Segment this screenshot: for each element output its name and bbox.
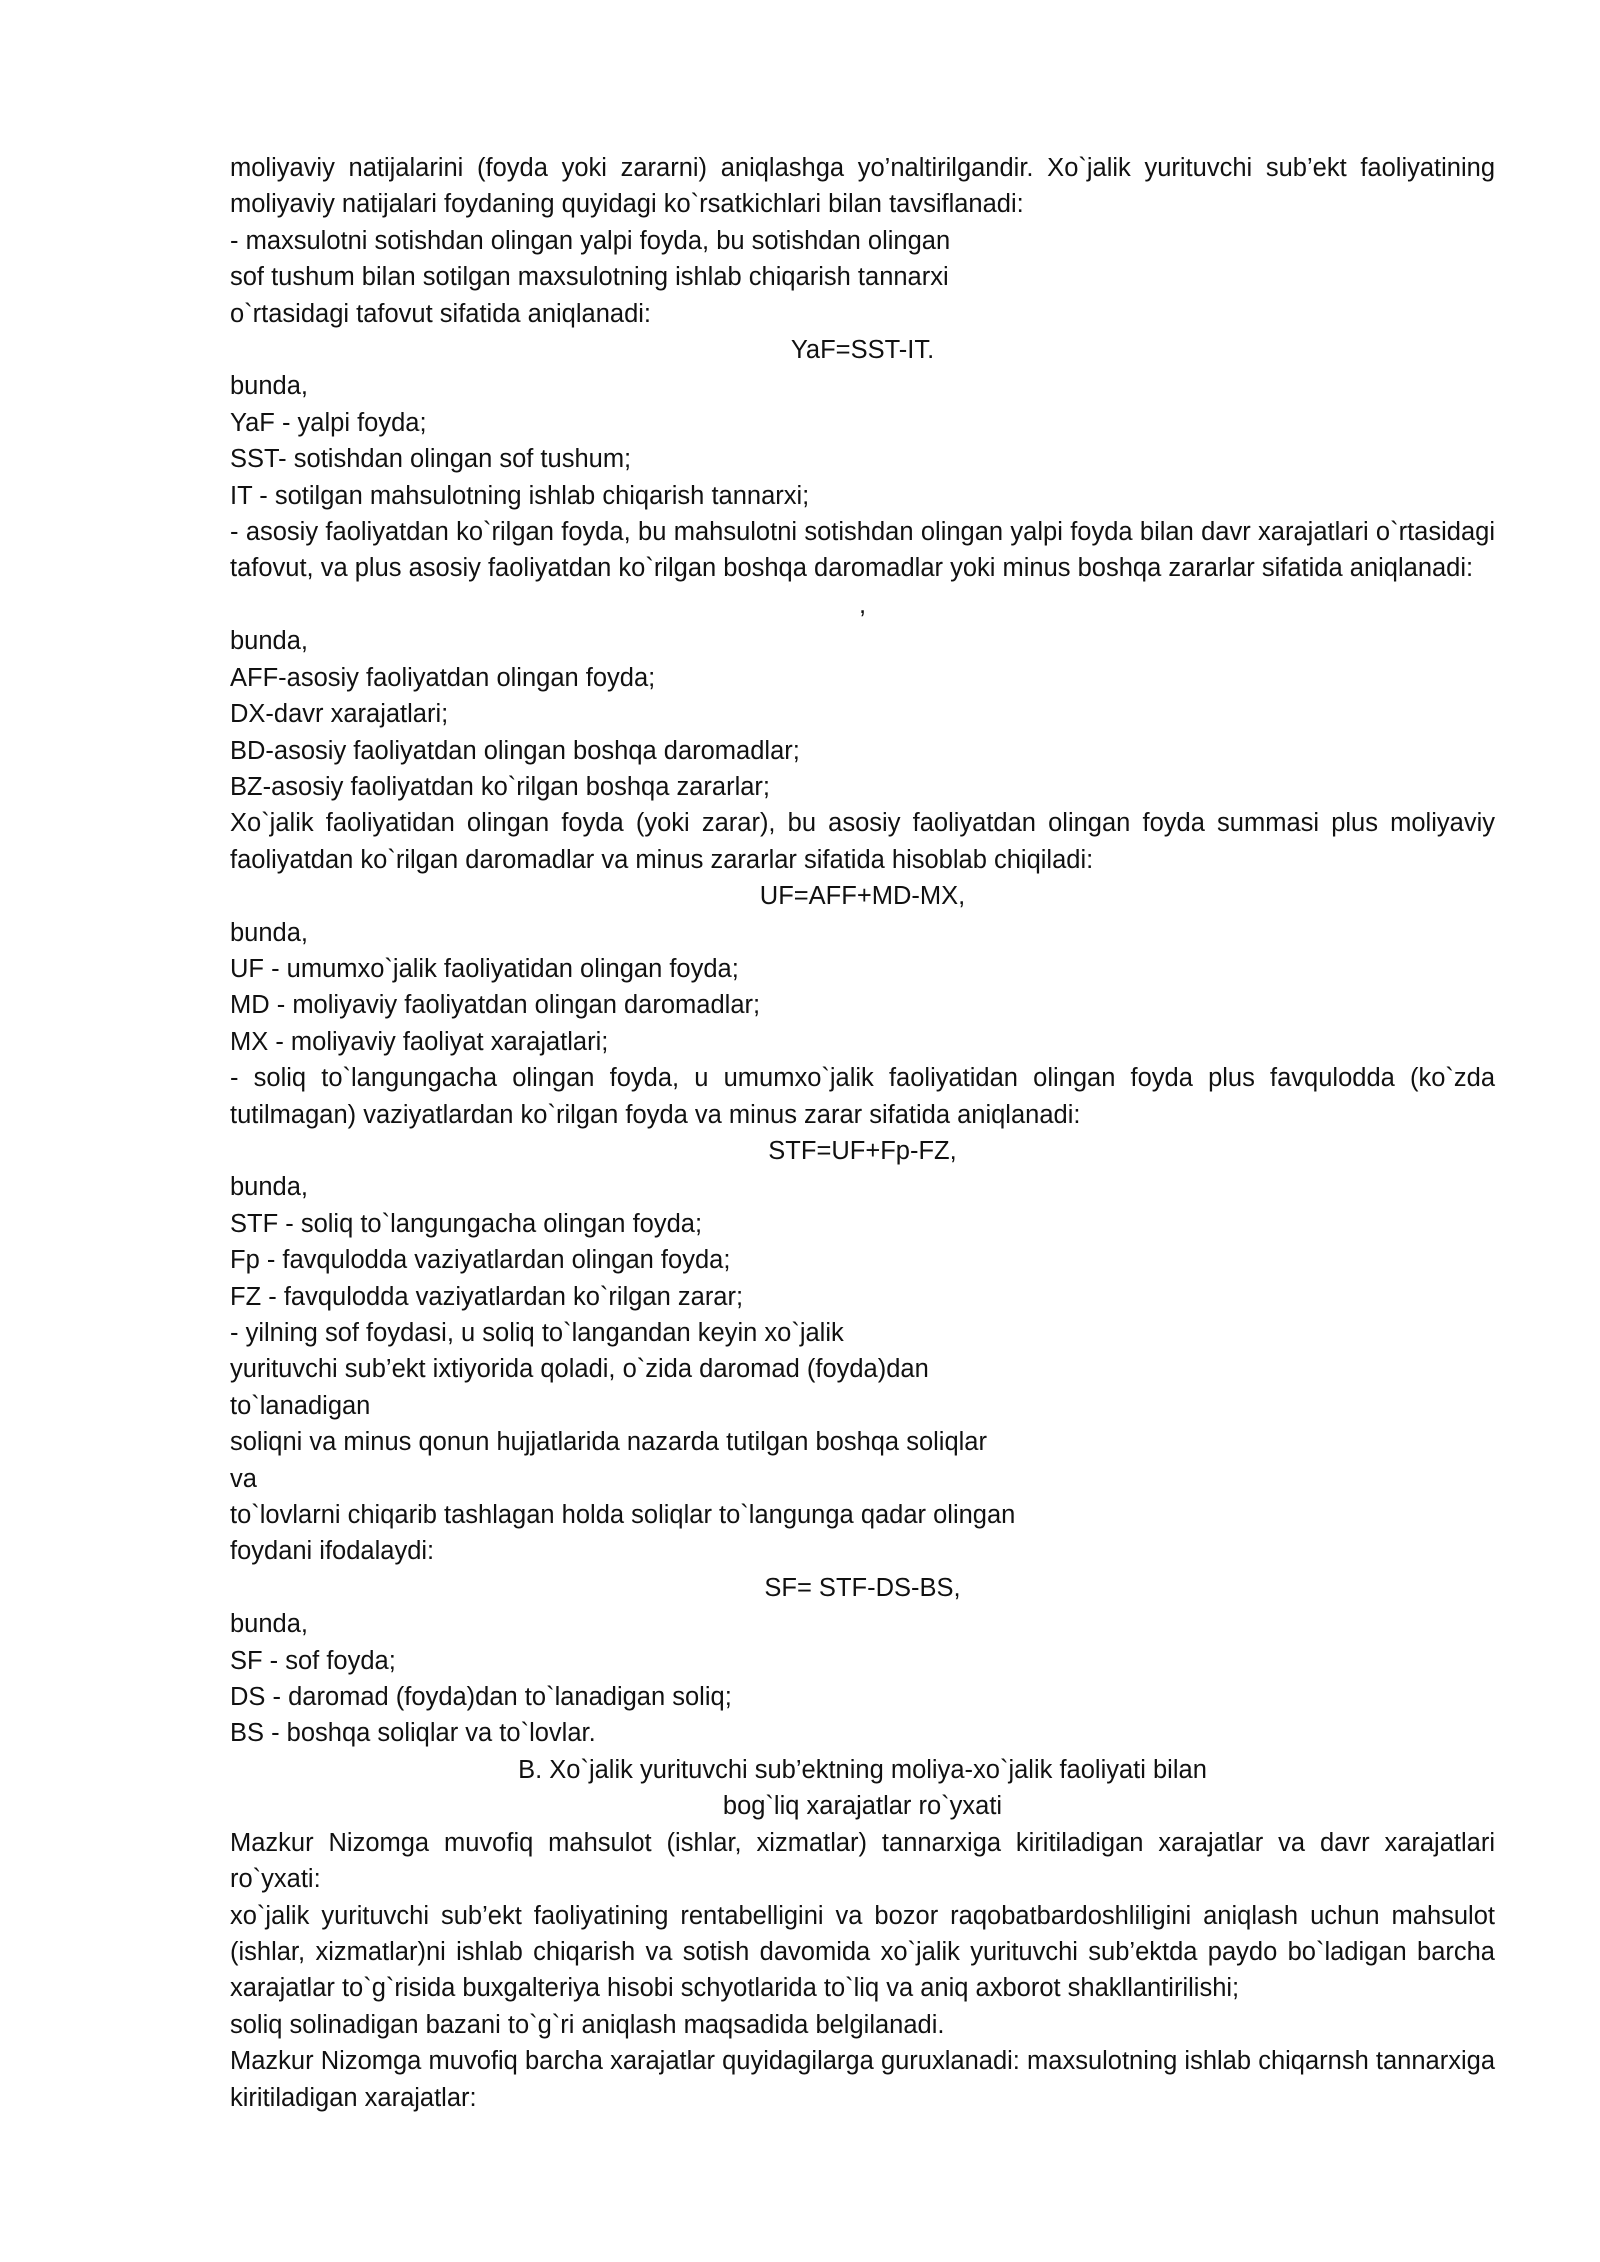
text-line: bunda, <box>230 1610 308 1639</box>
paragraph-expense-groups: Mazkur Nizomga muvofiq barcha xarajatlar quyidagilarga guruxlanadi: maxsulotning ishlab chiqarnsh tannarxiga kiritiladigan xarajatlar: <box>230 2047 1495 2112</box>
definition-line: MX - moliyaviy faoliyat xarajatlari; <box>230 1027 609 1056</box>
paragraph-intro: moliyaviy natijalarini (foyda yoki zararni) aniqlashga yo’naltirilgandir. Xo`jalik yurituvchi sub’ekt faoliyatining moliyaviy natijalari foydaning quyidagi ko`rsatkichlari bilan tavsiflanadi: <box>230 154 1495 219</box>
text-line: bunda, <box>230 1173 308 1202</box>
section-heading: bog`liq xarajatlar ro`yxati <box>722 1792 1003 1821</box>
section-heading: B. Xo`jalik yurituvchi sub’ektning moliya-xo`jalik faoliyati bilan <box>518 1755 1207 1784</box>
text-line: foydani ifodalaydi: <box>230 1537 435 1566</box>
text-line: sof tushum bilan sotilgan maxsulotning ishlab chiqarish tannarxi <box>230 263 949 292</box>
text-line: o`rtasidagi tafovut sifatida aniqlanadi: <box>230 299 652 328</box>
definition-line: BD-asosiy faoliyatdan olingan boshqa daromadlar; <box>230 736 800 765</box>
formula-gross-profit: YaF=SST-IT. <box>790 336 935 365</box>
definition-line: IT - sotilgan mahsulotning ishlab chiqarish tannarxi; <box>230 481 810 510</box>
formula-placeholder: , <box>858 590 867 619</box>
formula-pretax-profit: STF=UF+Fp-FZ, <box>768 1136 957 1165</box>
definition-line: BZ-asosiy faoliyatdan ko`rilgan boshqa zararlar; <box>230 772 771 801</box>
text-line: bunda, <box>230 918 308 947</box>
text-line: - yilning sof foydasi, u soliq to`langandan keyin xo`jalik <box>230 1319 844 1347</box>
text-line: to`lovlarni chiqarib tashlagan holda soliqlar to`langunga qadar olingan <box>230 1501 1016 1530</box>
text-line: soliq solinadigan bazani to`g`ri aniqlash maqsadida belgilanadi. <box>230 2010 945 2039</box>
definition-line: SST- sotishdan olingan sof tushum; <box>230 445 632 474</box>
definition-line: SF - sof foyda; <box>230 1646 396 1675</box>
definition-line: AFF-asosiy faoliyatdan olingan foyda; <box>230 663 656 692</box>
definition-line: Fp - favqulodda vaziyatlardan olingan foyda; <box>230 1246 731 1275</box>
definition-line: DS - daromad (foyda)dan to`lanadigan soliq; <box>230 1683 732 1712</box>
paragraph-main-activity-profit: - asosiy faoliyatdan ko`rilgan foyda, bu mahsulotni sotishdan olingan yalpi foyda bilan davr xarajatlari o`rtasidagi tafovut, va plus asosiy faoliyatdan ko`rilgan boshqa daromadlar yoki minus boshqa zararlar sifatida aniqlanadi: <box>230 518 1495 583</box>
formula-general-profit: UF=AFF+MD-MX, <box>759 882 966 911</box>
definition-line: YaF - yalpi foyda; <box>230 408 427 437</box>
paragraph-pretax-profit: - soliq to`langungacha olingan foyda, u umumxo`jalik faoliyatidan olingan foyda plus favqulodda (ko`zda tutilmagan) vaziyatlardan ko`rilgan foyda va minus zarar sifatida aniqlanadi: <box>230 1064 1495 1129</box>
definition-line: DX-davr xarajatlari; <box>230 700 449 729</box>
definition-line: STF - soliq to`langungacha olingan foyda; <box>230 1209 703 1238</box>
document-page <box>230 150 1495 2116</box>
definition-line: UF - umumxo`jalik faoliyatidan olingan foyda; <box>230 954 739 983</box>
definition-line: MD - moliyaviy faoliyatdan olingan daromadlar; <box>230 991 761 1020</box>
formula-net-profit: SF= STF-DS-BS, <box>764 1573 961 1602</box>
text-line: bunda, <box>230 372 308 401</box>
text-line: yurituvchi sub’ekt ixtiyorida qoladi, o`zida daromad (foyda)dan to`lanadigan <box>230 1355 929 1420</box>
paragraph-accounting-info: xo`jalik yurituvchi sub’ekt faoliyatining rentabelligini va bozor raqobatbardoshliligini aniqlash uchun mahsulot (ishlar, xizmatlar)ni ishlab chiqarish va sotish davomida xo`jalik yurituvchi sub’ektda paydo bo`ladigan barcha xarajatlar to`g`risida buxgalteriya hisobi schyotlarida to`liq va aniq axborot shakllantirilishi; <box>230 1901 1495 2003</box>
text-line: bunda, <box>230 627 308 656</box>
text-line: soliqni va minus qonun hujjatlarida nazarda tutilgan boshqa soliqlar va <box>230 1428 987 1493</box>
definition-line: FZ - favqulodda vaziyatlardan ko`rilgan zarar; <box>230 1282 744 1311</box>
paragraph-business-profit: Xo`jalik faoliyatidan olingan foyda (yoki zarar), bu asosiy faoliyatdan olingan foyda summasi plus moliyaviy faoliyatdan ko`rilgan daromadlar va minus zararlar sifatida hisoblab chiqiladi: <box>230 809 1495 874</box>
paragraph-regulation: Mazkur Nizomga muvofiq mahsulot (ishlar, xizmatlar) tannarxiga kiritiladigan xarajatlar va davr xarajatlari ro`yxati: <box>230 1828 1495 1894</box>
text-line: - maxsulotni sotishdan olingan yalpi foyda, bu sotishdan olingan <box>230 226 951 255</box>
definition-line: BS - boshqa soliqlar va to`lovlar. <box>230 1719 596 1748</box>
